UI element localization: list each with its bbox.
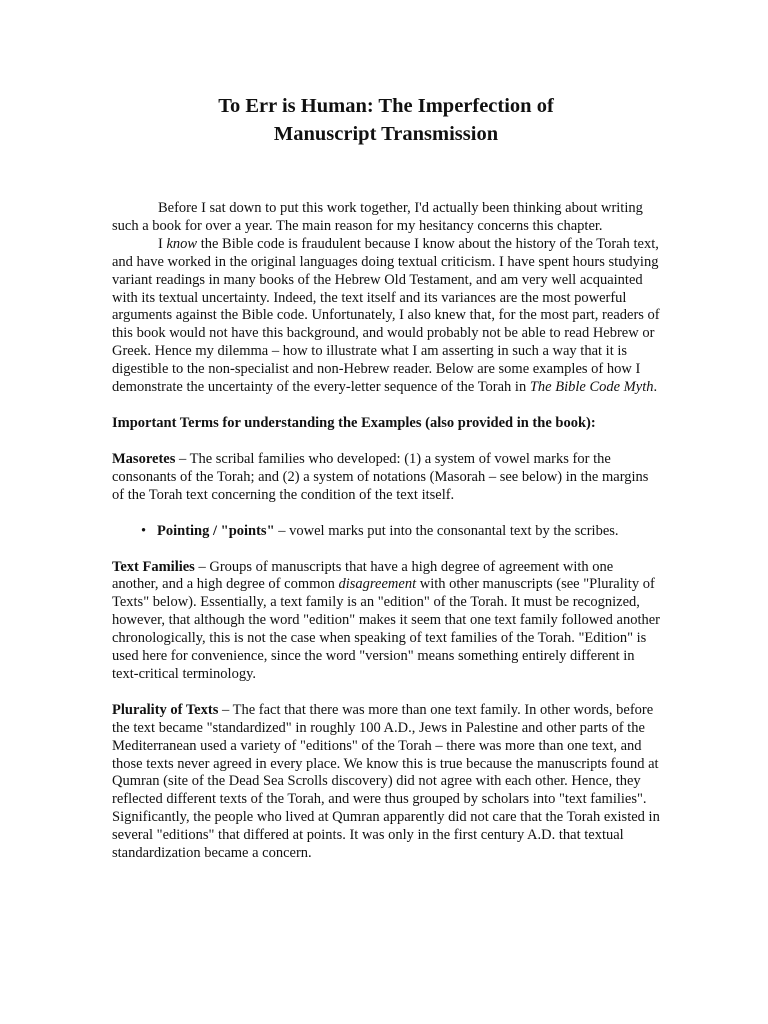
intro-paragraph-2-end: . bbox=[653, 379, 658, 396]
terms-heading bbox=[112, 415, 660, 433]
intro-paragraph-2-rest: the Bible code is fraudulent because I know about the history of the Torah text, and have worked in the original languages doing textual criticism. I have spent hours studying variant readings in many books of the Hebrew Old Testament, and am very well acquainted with its textual uncertainty. Indeed, the text itself and its variances are the most powerful arguments against the Bible code. Unfortunately, I also knew that, for the most part, readers of this book would not have this background, and would probably not be able to read Hebrew or Greek. Hence my dilemma – how to illustrate what I am asserting in such a way that it is digestible to the non-specialist and non-Hebrew reader. Below are some examples of how I demonstrate the uncertainty of the every-letter sequence of the Torah in bbox=[112, 235, 660, 396]
intro-paragraph-1 bbox=[112, 200, 660, 236]
term-masoretes-definition: – The scribal families who developed: (1) a system of vowel marks for the consonants of the Torah; and (2) a system of notations (Masorah – see below) in the margins of the Torah text concerning the condition of the text itself. bbox=[112, 450, 649, 503]
term-pointing bbox=[157, 523, 660, 541]
intro-paragraph-2-lead: I bbox=[158, 235, 167, 252]
terms-heading-text: Important Terms for understanding the Examples (also provided in the book): bbox=[112, 414, 596, 431]
document-title bbox=[112, 92, 660, 148]
term-masoretes-label: Masoretes bbox=[112, 450, 176, 467]
title-line-2: Manuscript Transmission bbox=[273, 123, 499, 145]
intro-paragraph-1-text: Before I sat down to put this work together, I'd actually been thinking about writing such a book for over a year. The main reason for my hesitancy concerns this chapter. bbox=[112, 200, 643, 234]
term-bullet-list bbox=[112, 523, 660, 541]
term-masoretes bbox=[112, 451, 660, 505]
term-plurality-definition: – The fact that there was more than one text family. In other words, before the text became "standardized" in roughly 100 A.D., Jews in Palestine and other parts of the Mediterranean used a variety of "editions" of the Torah – there was more than one text, and those texts never agreed in every place. We know this is true because the manuscripts found at Qumran (site of the Dead Sea Scrolls discovery) did not agree with each other. Hence, they reflected different texts of the Torah, and were thus grouped by scholars into "text families". Significantly, the people who lived at Qumran apparently did not care that the Torah existed in several "editions" that differed at points. It was only in the first century A.D. that textual standardization became a concern. bbox=[112, 701, 660, 862]
term-pointing-label: Pointing / "points" bbox=[157, 522, 275, 539]
term-text-families-definition-1: – Groups of manuscripts that have a high degree of agreement with one another, and a high degree of common bbox=[112, 558, 614, 593]
term-text-families bbox=[112, 559, 660, 684]
title-line-1: To Err is Human: The Imperfection of bbox=[218, 95, 554, 117]
term-text-families-label: Text Families bbox=[112, 558, 195, 575]
intro-paragraph-2 bbox=[112, 236, 660, 397]
term-plurality bbox=[112, 702, 660, 863]
term-pointing-definition: – vowel marks put into the consonantal text by the scribes. bbox=[274, 522, 619, 539]
emphasis-disagreement: disagreement bbox=[338, 576, 417, 593]
emphasis-know: know bbox=[166, 235, 198, 252]
term-text-families-definition-2: with other manuscripts (see "Plurality of Texts" below). Essentially, a text family is an "edition" of the Torah. It must be recognized, however, that although the word "edition" makes it seem that one text family followed another chronologically, this is not the case when speaking of text families of the Torah. "Edition" is used here for convenience, since the word "version" means something entirely different in text-critical terminology. bbox=[112, 576, 661, 682]
term-plurality-label: Plurality of Texts bbox=[112, 701, 219, 718]
document-body bbox=[112, 200, 660, 863]
book-title: The Bible Code Myth bbox=[529, 379, 654, 396]
